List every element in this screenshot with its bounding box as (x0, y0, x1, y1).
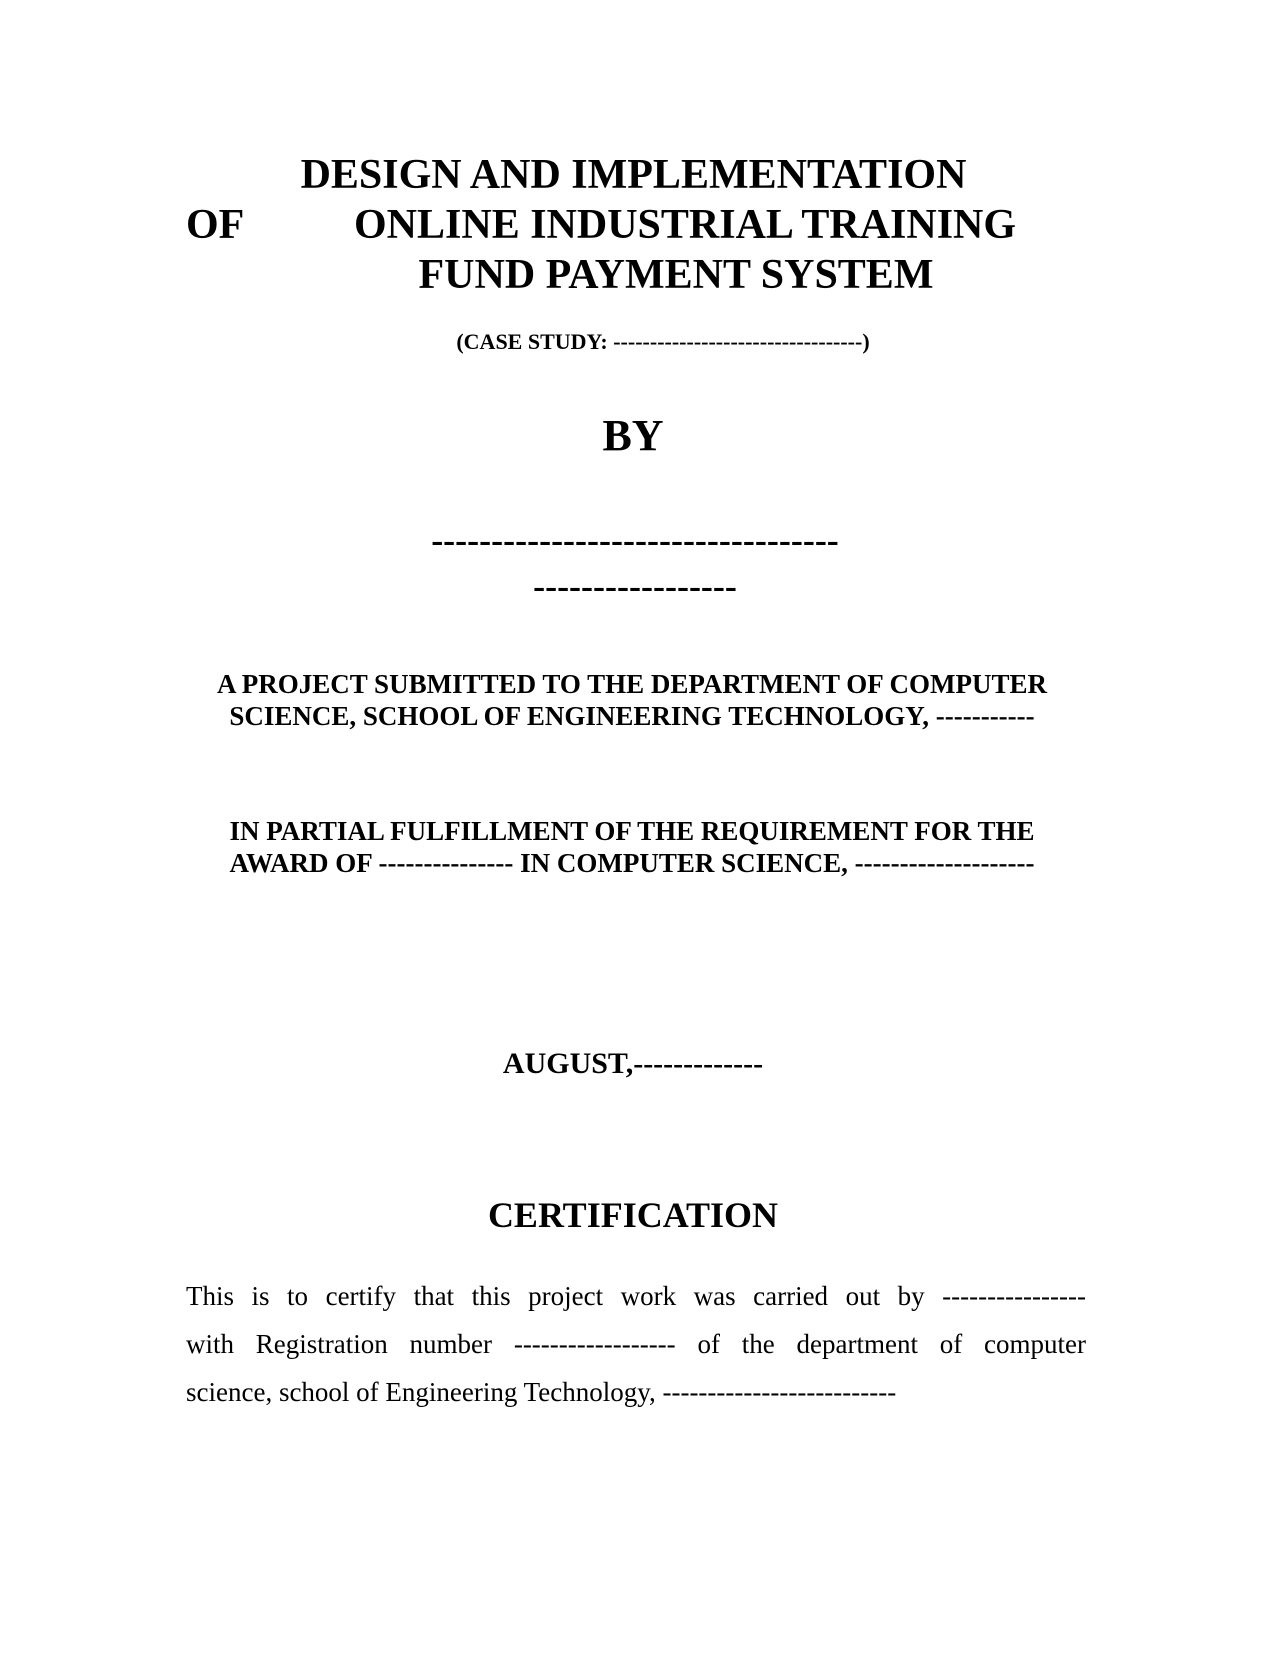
case-study: (CASE STUDY: ----------------------------------) (456, 329, 870, 354)
submission-line-1: A PROJECT SUBMITTED TO THE DEPARTMENT OF COMPUTER (217, 669, 1047, 699)
certification-line: with Registration number ------------------ of the department of computer (186, 1329, 1086, 1359)
title-line-2: ONLINE INDUSTRIAL TRAINING (354, 202, 1017, 248)
certification-line: This is to certify that this project work was carried out by ---------------- (186, 1281, 1086, 1311)
author-placeholder-line-1: ---------------------------------- (431, 520, 839, 560)
title-line-1: DESIGN AND IMPLEMENTATION (300, 152, 967, 198)
submission-line-2: SCIENCE, SCHOOL OF ENGINEERING TECHNOLOGY, ----------- (229, 701, 1035, 731)
certification-heading: CERTIFICATION (487, 1195, 779, 1235)
certification-paragraph (186, 1272, 1086, 1416)
fulfillment-line-2: AWARD OF --------------- IN COMPUTER SCIENCE, -------------------- (229, 848, 1035, 878)
title-line-3: FUND PAYMENT SYSTEM (418, 252, 934, 298)
submission-date: AUGUST,------------- (502, 1047, 764, 1080)
certification-line: science, school of Engineering Technology, -------------------------- (186, 1377, 897, 1407)
title-line-2-of: OF (186, 202, 245, 248)
fulfillment-line-1: IN PARTIAL FULFILLMENT OF THE REQUIREMENT FOR THE (229, 816, 1035, 846)
author-placeholder-line-2: ----------------- (533, 566, 737, 606)
by-label: BY (602, 411, 664, 460)
